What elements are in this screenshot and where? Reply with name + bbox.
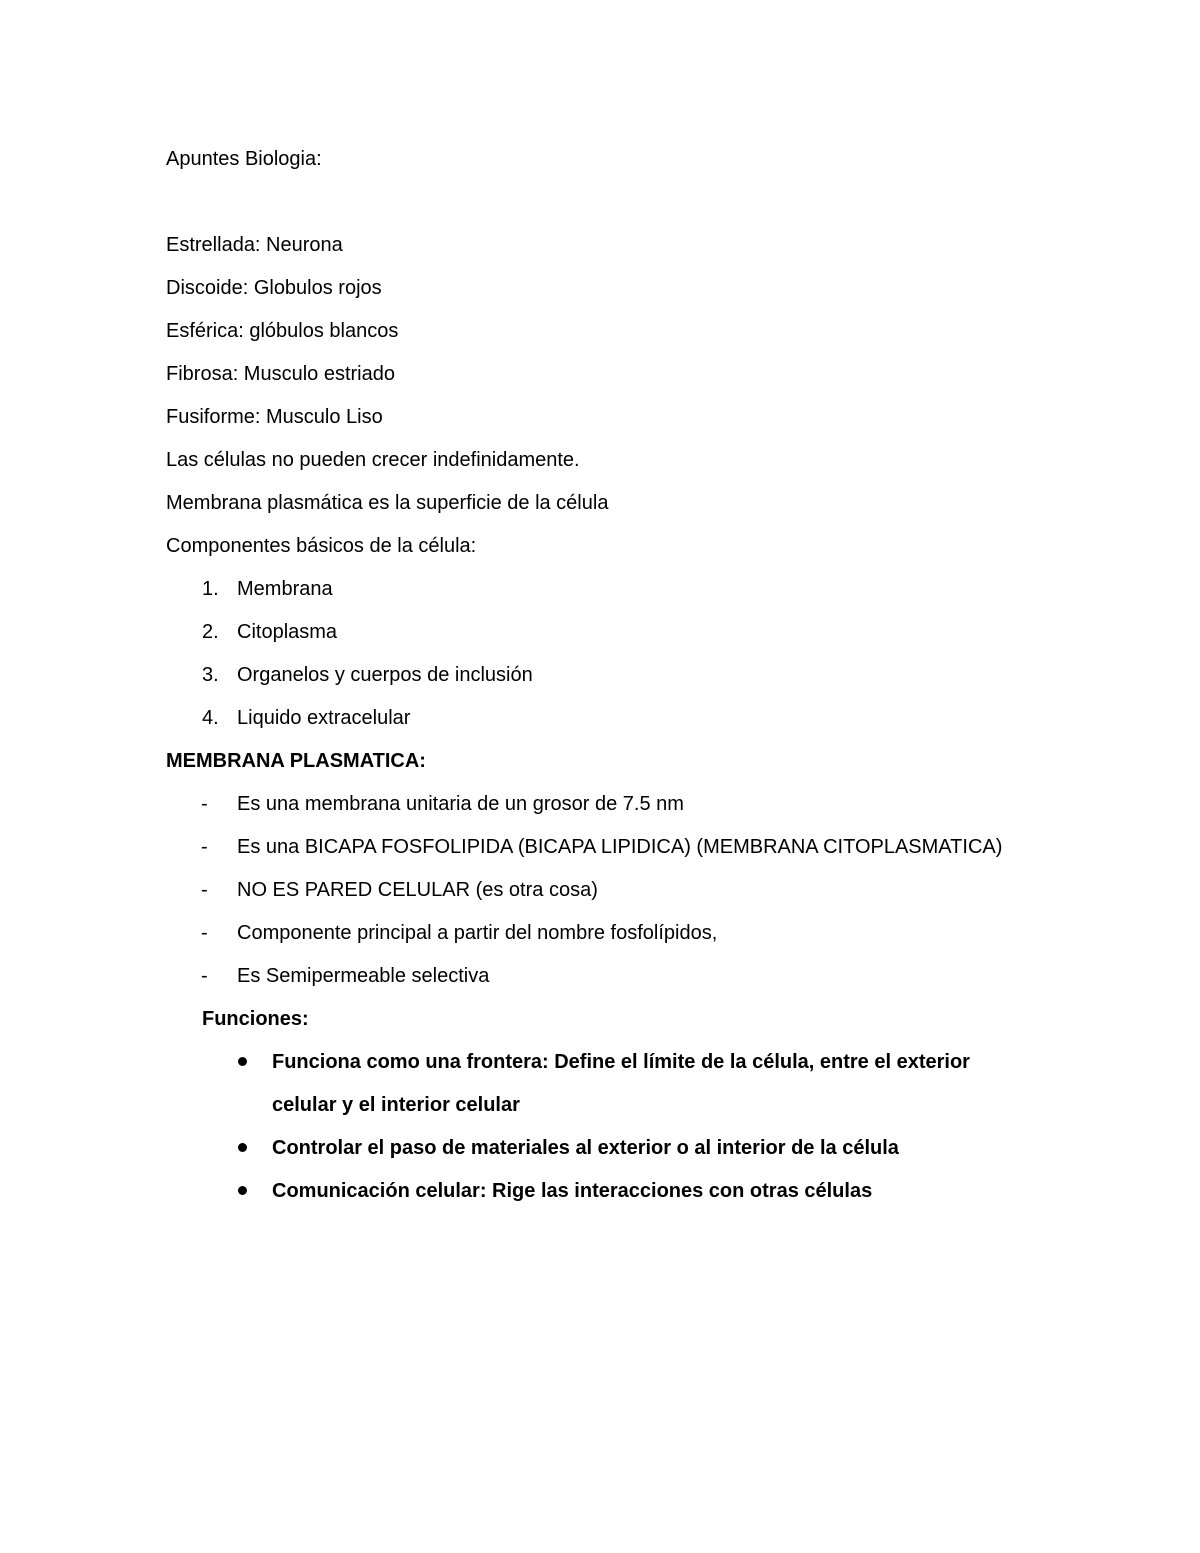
- shape-line: Esférica: glóbulos blancos: [166, 320, 399, 342]
- statement-line: Componentes básicos de la célula:: [166, 535, 477, 557]
- component-list-item: [166, 568, 1066, 611]
- list-number: 2.: [202, 621, 219, 643]
- membrane-point: [166, 955, 1066, 998]
- shape-line: Fusiforme: Musculo Liso: [166, 406, 383, 428]
- function-text: Controlar el paso de materiales al exterior o al interior de la célula: [272, 1137, 899, 1159]
- list-number: 4.: [202, 707, 219, 729]
- bullet-dot-icon: [238, 1057, 247, 1066]
- component-list-item: [166, 654, 1066, 697]
- dash-marker: -: [201, 836, 208, 858]
- statement-line: Las células no pueden crecer indefinidamente.: [166, 449, 580, 471]
- dash-marker: -: [201, 793, 208, 815]
- component-list-item: [166, 697, 1066, 740]
- dash-marker: -: [201, 922, 208, 944]
- function-text: Funciona como una frontera: Define el límite de la célula, entre el exterior celular y el interior celular: [272, 1051, 970, 1116]
- membrane-point-text: Es una BICAPA FOSFOLIPIDA (BICAPA LIPIDICA) (MEMBRANA CITOPLASMATICA): [237, 836, 1003, 858]
- bullet-dot-icon: [238, 1143, 247, 1152]
- statement-line: Membrana plasmática es la superficie de la célula: [166, 492, 609, 514]
- function-text: Comunicación celular: Rige las interacciones con otras células: [272, 1180, 873, 1202]
- function-item: [166, 1170, 1012, 1213]
- membrane-point-text: Es una membrana unitaria de un grosor de 7.5 nm: [237, 793, 684, 815]
- membrane-point: [166, 869, 1066, 912]
- shape-line: Estrellada: Neurona: [166, 234, 343, 256]
- function-item: [166, 1041, 1012, 1127]
- function-item: [166, 1127, 1012, 1170]
- document-content: [166, 138, 1066, 1213]
- document-title: Apuntes Biologia:: [166, 148, 322, 170]
- list-number: 3.: [202, 664, 219, 686]
- membrane-point-text: Componente principal a partir del nombre fosfolípidos,: [237, 922, 718, 944]
- membrane-point: [166, 783, 1066, 826]
- membrane-point: [166, 912, 1066, 955]
- component-text: Liquido extracelular: [237, 707, 411, 729]
- component-text: Citoplasma: [237, 621, 338, 643]
- dash-marker: -: [201, 965, 208, 987]
- membrane-point: [166, 826, 1066, 869]
- membrane-heading: MEMBRANA PLASMATICA:: [166, 750, 426, 772]
- component-list-item: [166, 611, 1066, 654]
- membrane-point-text: Es Semipermeable selectiva: [237, 965, 490, 987]
- bullet-dot-icon: [238, 1186, 247, 1195]
- functions-heading: Funciones:: [202, 1008, 309, 1030]
- component-text: Membrana: [237, 578, 333, 600]
- membrane-point-text: NO ES PARED CELULAR (es otra cosa): [237, 879, 598, 901]
- dash-marker: -: [201, 879, 208, 901]
- shape-line: Fibrosa: Musculo estriado: [166, 363, 395, 385]
- shape-line: Discoide: Globulos rojos: [166, 277, 382, 299]
- component-text: Organelos y cuerpos de inclusión: [237, 664, 533, 686]
- list-number: 1.: [202, 578, 219, 600]
